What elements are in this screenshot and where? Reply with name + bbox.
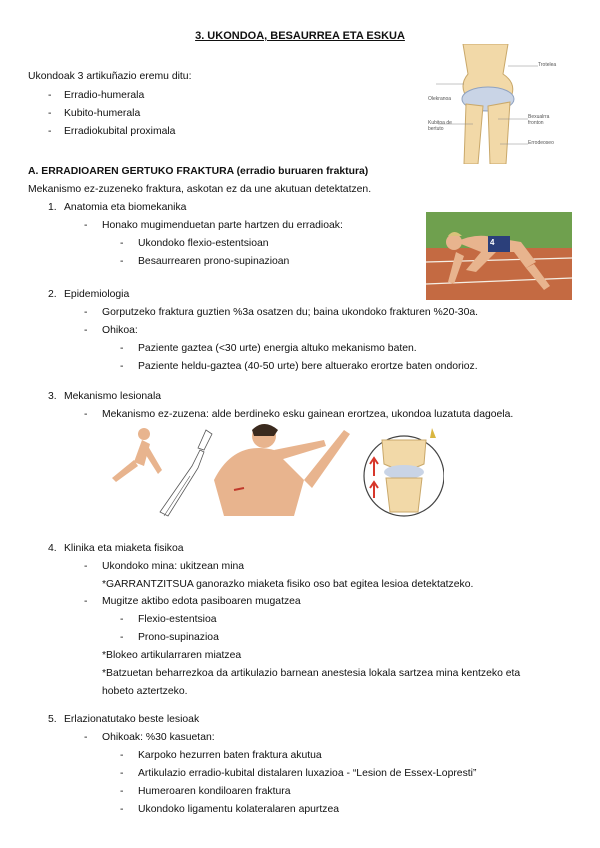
list-dash: -	[120, 786, 124, 797]
fall-mechanism-figure	[104, 420, 444, 526]
list-dash: -	[120, 804, 124, 815]
list-item: Flexio-estentsioa	[138, 614, 217, 625]
bib-number: 4	[490, 238, 495, 247]
section-number: 2.	[48, 289, 57, 300]
athlete-photo	[426, 212, 572, 300]
list-item: Paziente heldu-gaztea (40-50 urte) bere altuerako erortze baten ondorioz.	[138, 361, 478, 372]
list-item: Mugitze aktibo edota pasiboaren mugatzea	[102, 596, 301, 607]
figure-label: Kubitoa de bertuto	[428, 120, 452, 132]
elbow-anatomy-figure	[428, 44, 568, 164]
list-item: Honako mugimenduetan parte hartzen du erradioak:	[102, 220, 343, 231]
note: hobeto aztertzeko.	[102, 686, 188, 697]
list-dash: -	[84, 220, 88, 231]
intro-item: Kubito-humerala	[64, 108, 141, 119]
section-a-heading-bold: A. ERRADIOAREN GERTUKO FRAKTURA	[28, 166, 234, 177]
intro-lead: Ukondoak 3 artikuñazio eremu ditu:	[28, 71, 192, 82]
section-title-mechanism: Mekanismo lesionala	[64, 391, 162, 402]
note: *Batzuetan beharrezkoa da artikulazio barnean anestesia lokala sartzea mina kentzeko eta	[102, 668, 521, 679]
figure-label: Errodeoseo	[528, 140, 554, 146]
mechanism-note: Mekanismo ez-zuzeneko fraktura, askotan ez da une akutuan detektatzen.	[28, 184, 372, 195]
section-title-epidemiology: Epidemiologia	[64, 289, 130, 300]
section-a-heading	[28, 164, 368, 180]
list-dash: -	[120, 256, 124, 267]
section-number: 1.	[48, 202, 57, 213]
figure-label: Olekranoa	[428, 96, 452, 102]
section-title-clinic: Klinika eta miaketa fisikoa	[64, 543, 184, 554]
list-item: Ukondoko flexio-estentsioan	[138, 238, 269, 249]
intro-dash: -	[48, 90, 52, 101]
intro-item: Erradio-humerala	[64, 90, 145, 101]
list-dash: -	[84, 307, 88, 318]
list-dash: -	[120, 614, 124, 625]
section-title-anatomy: Anatomia eta biomekanika	[64, 202, 187, 213]
list-dash: -	[84, 325, 88, 336]
list-item: Ukondoko mina: ukitzean mina	[102, 561, 245, 572]
list-item: Prono-supinazioa	[138, 632, 219, 643]
list-item: Gorputzeko fraktura guztien %3a osatzen du; baina ukondoko frakturen %20-30a.	[102, 307, 479, 318]
list-dash: -	[84, 409, 88, 420]
list-item: Karpoko hezurren baten fraktura akutua	[138, 750, 322, 761]
list-dash: -	[84, 732, 88, 743]
section-number: 4.	[48, 543, 57, 554]
list-item: Ohikoak: %30 kasuetan:	[102, 732, 215, 743]
list-dash: -	[120, 768, 124, 779]
intro-item: Erradiokubital proximala	[64, 126, 176, 137]
list-item: Besaurrearen prono-supinazioan	[138, 256, 290, 267]
fall-illustration	[104, 420, 444, 526]
list-dash: -	[84, 596, 88, 607]
athlete-illustration	[426, 212, 572, 300]
section-number: 3.	[48, 391, 57, 402]
list-dash: -	[120, 343, 124, 354]
section-title-related-lesions: Erlazionatutako beste lesioak	[64, 714, 200, 725]
note: *GARRANTZITSUA ganorazko miaketa fisiko oso bat egitea lesioa detektatzeko.	[102, 579, 474, 590]
list-item: Mekanismo ez-zuzena: alde berdineko esku gainean erortzea, ukondoa luzatuta dagoela.	[102, 409, 514, 420]
list-dash: -	[120, 238, 124, 249]
section-a-heading-rest: (erradio buruaren fraktura)	[233, 166, 369, 177]
list-item: Paziente gaztea (<30 urte) energia altuko mekanismo baten.	[138, 343, 417, 354]
intro-dash: -	[48, 108, 52, 119]
list-dash: -	[120, 750, 124, 761]
page-title: 3. UKONDOA, BESAURREA ETA ESKUA	[195, 30, 405, 42]
list-item: Humeroaren kondiloaren fraktura	[138, 786, 291, 797]
section-number: 5.	[48, 714, 57, 725]
figure-label: Trotelea	[538, 62, 557, 68]
figure-label: Bexualrra fronton	[528, 114, 550, 126]
note: *Blokeo artikularraren miatzea	[102, 650, 242, 661]
list-item: Ohikoa:	[102, 325, 138, 336]
list-item: Artikulazio erradio-kubital distalaren luxazioa - “Lesion de Essex-Lopresti”	[138, 768, 477, 779]
list-dash: -	[84, 561, 88, 572]
list-item: Ukondoko ligamentu kolateralaren apurtzea	[138, 804, 340, 815]
list-dash: -	[120, 361, 124, 372]
intro-dash: -	[48, 126, 52, 137]
list-dash: -	[120, 632, 124, 643]
